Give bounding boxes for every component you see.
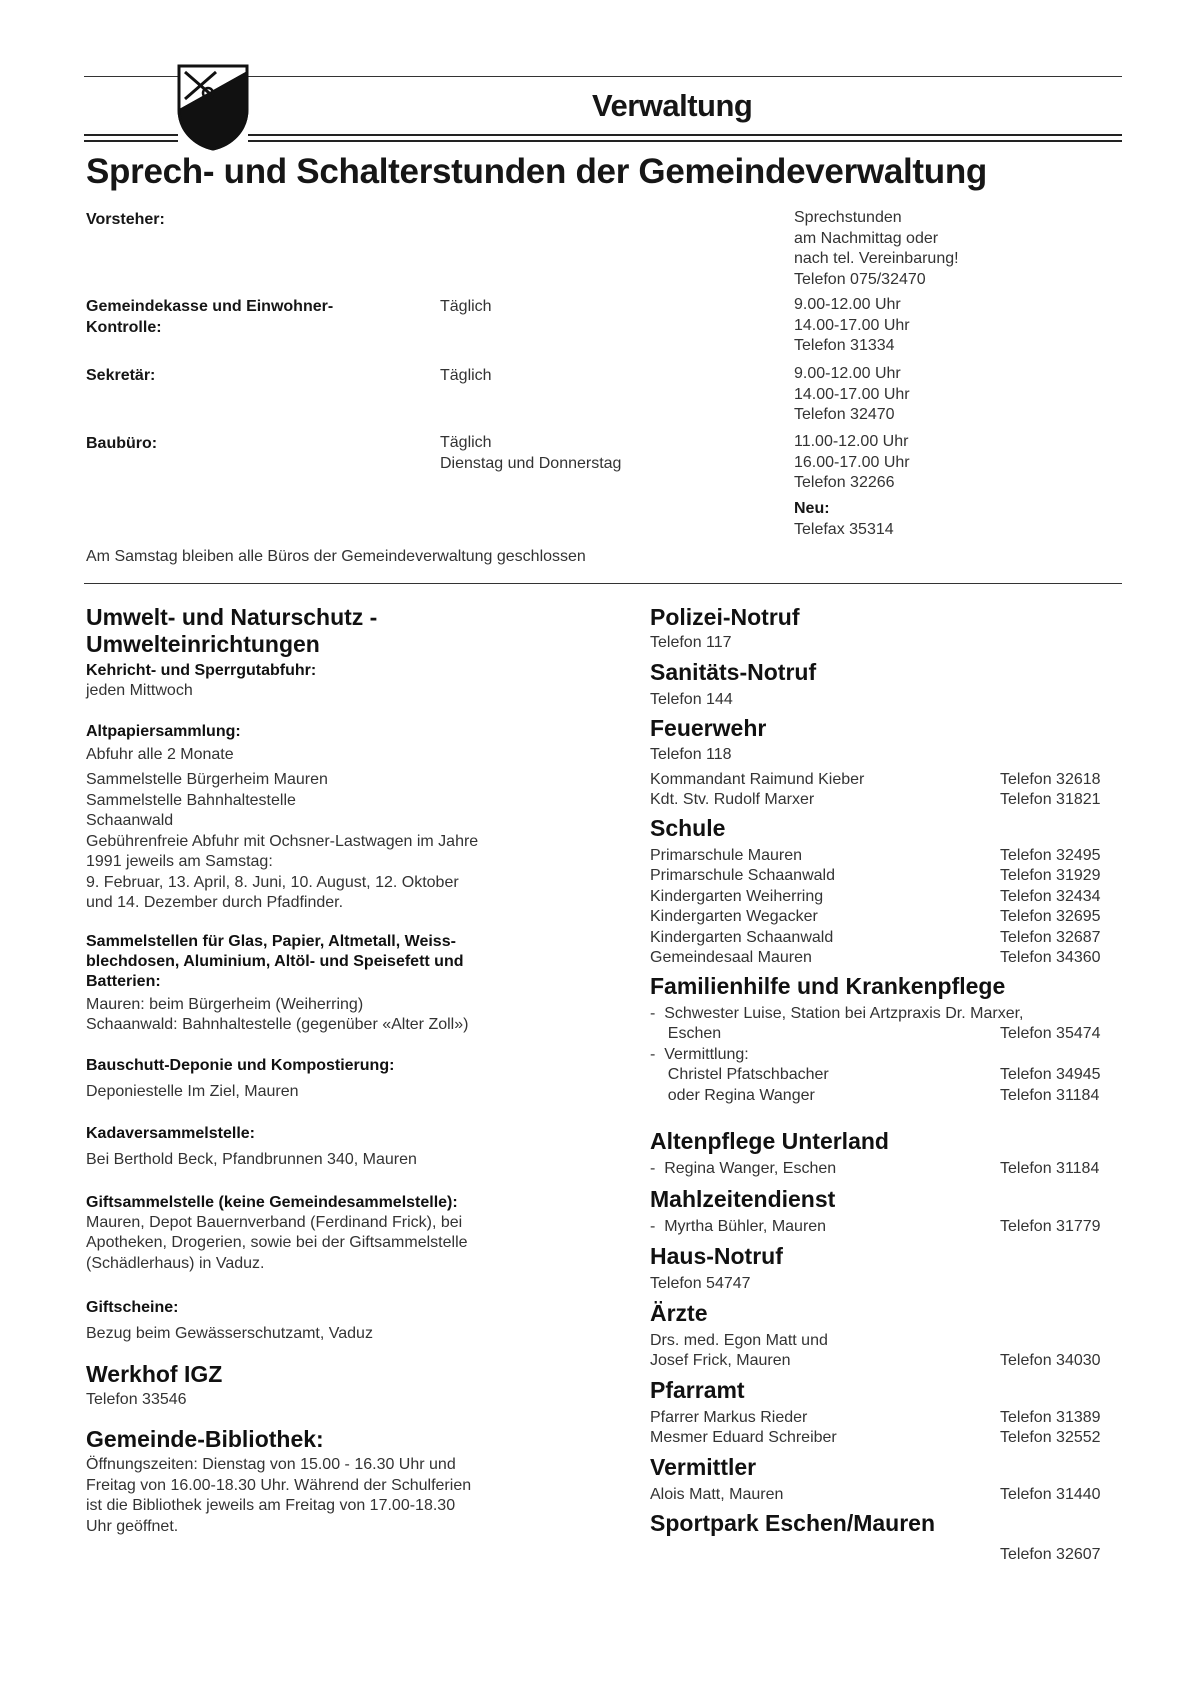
umwelt-title: Umwelt- und Naturschutz - — [86, 604, 378, 630]
sammelstellen-text: Mauren: beim Bürgerheim (Weiherring) Schaanwald: Bahnhaltestelle (gegenüber «Alter Zoll») — [86, 995, 469, 1033]
header-rule-bottom-left-1 — [84, 134, 178, 136]
gift-text: Mauren, Depot Bauernverband (Ferdinand Frick), bei Apotheken, Drogerien, sowie bei der Giftsammelstelle (Schädlerhaus) in Vaduz. — [86, 1213, 468, 1272]
list-item: Drs. med. Egon Matt und — [650, 1331, 828, 1349]
office-times-vorsteher: Sprechstunden am Nachmittag oder nach tel. Vereinbarung! Telefon 075/32470 — [794, 209, 959, 288]
list-item: Kindergarten Schaanwald Telefon 32687 — [650, 928, 1101, 946]
polizei-title: Polizei-Notruf — [650, 604, 800, 630]
list-item: Christel Pfatschbacher Telefon 34945 — [650, 1066, 1101, 1083]
office-label-sekretaer: Sekretär: — [86, 367, 156, 384]
aerzte-title: Ärzte — [650, 1299, 708, 1326]
sportpark-title: Sportpark Eschen/Mauren — [650, 1510, 936, 1536]
list-item: - Regina Wanger, Eschen Telefon 31184 — [650, 1160, 1100, 1177]
saturday-note: Am Samstag bleiben alle Büros der Gemeindeverwaltung geschlossen — [86, 548, 586, 565]
hausnotruf-title: Haus-Notruf — [650, 1243, 783, 1269]
polizei-text: Telefon 117 — [650, 634, 732, 651]
header-rule-top-right — [248, 76, 1122, 77]
list-item: Pfarrer Markus Rieder Telefon 31389 — [650, 1408, 1101, 1426]
list-item: Primarschule Mauren Telefon 32495 — [650, 846, 1101, 864]
header-rule-bottom-left-2 — [84, 140, 178, 142]
list-item: Alois Matt, Mauren Telefon 31440 — [650, 1485, 1101, 1503]
header-rule-bottom-right-1 — [248, 134, 1122, 136]
bibliothek-title: Gemeinde-Bibliothek: — [86, 1426, 324, 1452]
schule-list — [650, 846, 1130, 969]
office-label-gemeindekasse: Gemeindekasse und Einwohner- Kontrolle: — [86, 298, 334, 336]
sanitaet-title: Sanitäts-Notruf — [650, 658, 817, 685]
office-days-sekretaer: Täglich — [440, 367, 492, 384]
section-title: Verwaltung — [592, 88, 753, 123]
kehricht-label: Kehricht- und Sperrgutabfuhr: — [86, 662, 317, 679]
sportpark-list — [650, 1545, 1130, 1566]
pfarramt-title: Pfarramt — [650, 1376, 745, 1403]
feuerwehr-title: Feuerwehr — [650, 715, 767, 741]
kehricht-text: jeden Mittwoch — [86, 682, 193, 699]
right-column — [650, 604, 1130, 1566]
list-item: Kindergarten Weiherring Telefon 32434 — [650, 887, 1101, 905]
werkhof-title: Werkhof IGZ — [86, 1360, 223, 1387]
schule-title: Schule — [650, 814, 726, 841]
list-item: Eschen Telefon 35474 — [650, 1025, 1101, 1042]
altpapier-label: Altpapiersammlung: — [86, 722, 241, 740]
list-item: - Myrtha Bühler, Mauren Telefon 31779 — [650, 1217, 1101, 1235]
left-column — [86, 604, 626, 1537]
vermittler-list — [650, 1485, 1130, 1506]
altpapier-text-2: Sammelstelle Bürgerheim Mauren Sammelstelle Bahnhaltestelle Schaanwald Gebührenfreie Abfuhr mit Ochsner-Lastwagen im Jahre 1991 jeweils am Samstag: 9. Februar, 13. April, 8. Juni, 10. August, 12. Oktober und 14. Dezember durch Pfadfinder. — [86, 771, 479, 911]
mahlzeitendienst-list — [650, 1217, 1130, 1238]
werkhof-text: Telefon 33546 — [86, 1390, 187, 1408]
altpapier-text-1: Abfuhr alle 2 Monate — [86, 745, 234, 763]
familienhilfe-list — [650, 1004, 1130, 1107]
familienhilfe-title: Familienhilfe und Krankenpflege — [650, 972, 1006, 999]
coat-of-arms-icon — [176, 63, 250, 151]
giftscheine-label: Giftscheine: — [86, 1299, 179, 1316]
feuerwehr-list — [650, 770, 1130, 811]
office-times-baubuero: 11.00-12.00 Uhr 16.00-17.00 Uhr Telefon 32266 — [794, 433, 910, 491]
list-item: Mesmer Eduard Schreiber Telefon 32552 — [650, 1429, 1101, 1446]
vermittler-title: Vermittler — [650, 1453, 757, 1480]
feuerwehr-text: Telefon 118 — [650, 746, 732, 763]
mahlzeitendienst-title: Mahlzeitendienst — [650, 1185, 836, 1212]
list-item: - Vermittlung: — [650, 1045, 749, 1063]
kadaver-label: Kadaversammelstelle: — [86, 1125, 255, 1142]
page-title: Sprech- und Schalterstunden der Gemeindeverwaltung — [86, 152, 988, 191]
list-item: Primarschule Schaanwald Telefon 31929 — [650, 867, 1101, 884]
gift-label: Giftsammelstelle (keine Gemeindesammelstelle): — [86, 1193, 458, 1211]
office-days-baubuero: Täglich Dienstag und Donnerstag — [440, 434, 622, 472]
list-item: oder Regina Wanger Telefon 31184 — [650, 1086, 1100, 1104]
bauschutt-text: Deponiestelle Im Ziel, Mauren — [86, 1082, 299, 1100]
umwelt-title-2: Umwelteinrichtungen — [86, 631, 320, 657]
altenpflege-title: Altenpflege Unterland — [650, 1128, 889, 1154]
office-label-vorsteher: Vorsteher: — [86, 211, 165, 228]
aerzte-list — [650, 1331, 1130, 1372]
office-label-baubuero: Baubüro: — [86, 435, 158, 452]
office-times-gemeindekasse: 9.00-12.00 Uhr 14.00-17.00 Uhr Telefon 31334 — [794, 296, 910, 354]
list-item: Kindergarten Wegacker Telefon 32695 — [650, 908, 1101, 925]
list-item: Gemeindesaal Mauren Telefon 34360 — [650, 949, 1101, 966]
list-item: - Schwester Luise, Station bei Artzpraxis Dr. Marxer, — [650, 1004, 1024, 1022]
hausnotruf-text: Telefon 54747 — [650, 1275, 751, 1292]
section-divider — [84, 583, 1122, 584]
giftscheine-text: Bezug beim Gewässerschutzamt, Vaduz — [86, 1325, 373, 1342]
header-rule-bottom-right-2 — [248, 140, 1122, 142]
sanitaet-text: Telefon 144 — [650, 690, 733, 708]
office-days-gemeindekasse: Täglich — [440, 298, 492, 315]
bibliothek-text: Öffnungszeiten: Dienstag von 15.00 - 16.30 Uhr und Freitag von 16.00-18.30 Uhr. Während der Schulferien ist die Bibliothek jeweils am Freitag von 17.00-18.30 Uhr geöffnet. — [86, 1456, 472, 1535]
neu-block: Neu: Telefax 35314 — [794, 500, 894, 538]
header-rule-top-left — [84, 76, 178, 77]
sammelstellen-label: Sammelstellen für Glas, Papier, Altmetall, Weiss- blechdosen, Aluminium, Altöl- und Speisefett und Batterien: — [86, 932, 464, 990]
list-item: Telefon 32607 — [1000, 1546, 1101, 1563]
list-item: Kommandant Raimund Kieber Telefon 32618 — [650, 770, 1101, 788]
list-item: Kdt. Stv. Rudolf Marxer Telefon 31821 — [650, 791, 1101, 808]
bauschutt-label: Bauschutt-Deponie und Kompostierung: — [86, 1056, 395, 1074]
altenpflege-list — [650, 1159, 1130, 1180]
list-item: Josef Frick, Mauren Telefon 34030 — [650, 1352, 1101, 1369]
office-times-sekretaer: 9.00-12.00 Uhr 14.00-17.00 Uhr Telefon 32470 — [794, 365, 910, 423]
kadaver-text: Bei Berthold Beck, Pfandbrunnen 340, Mauren — [86, 1151, 417, 1168]
pfarramt-list — [650, 1408, 1130, 1449]
